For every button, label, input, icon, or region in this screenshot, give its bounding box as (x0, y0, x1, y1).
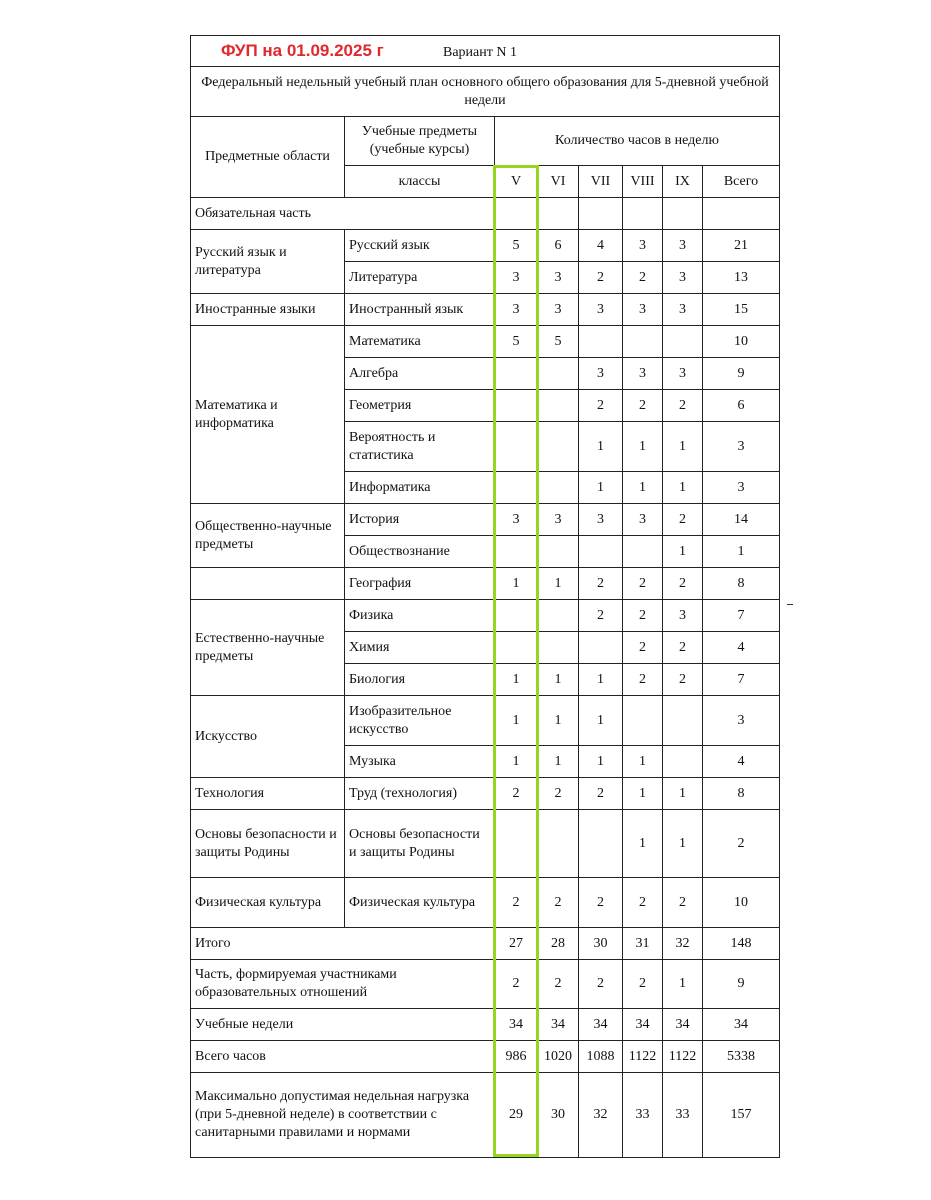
hours-cell: 4 (703, 632, 780, 664)
hours-cell: 2 (663, 390, 703, 422)
grade-header: Всего (703, 166, 780, 198)
hours-cell: 3 (495, 504, 538, 536)
hours-cell (538, 358, 579, 390)
total-label: Всего часов (191, 1041, 495, 1073)
subject-area: Технология (191, 778, 345, 810)
hours-cell: 3 (623, 294, 663, 326)
subject-row (191, 230, 780, 262)
hours-cell: 1 (538, 746, 579, 778)
hours-cell (495, 632, 538, 664)
hours-cell: 1 (579, 422, 623, 472)
subject-name: Химия (345, 632, 495, 664)
subject-area: Искусство (191, 696, 345, 778)
hours-cell: 1 (703, 536, 780, 568)
hours-cell: 3 (538, 262, 579, 294)
hours-cell: 1 (579, 472, 623, 504)
hours-cell (579, 810, 623, 878)
grade-header: IX (663, 166, 703, 198)
hours-cell: 2 (703, 810, 780, 878)
hours-cell (538, 422, 579, 472)
hours-cell (495, 600, 538, 632)
hours-cell (538, 810, 579, 878)
hours-cell: 14 (703, 504, 780, 536)
hours-cell: 1 (538, 664, 579, 696)
subject-name: Труд (технология) (345, 778, 495, 810)
hours-cell: 1 (623, 746, 663, 778)
subject-name: Обществознание (345, 536, 495, 568)
hours-cell: 1 (663, 810, 703, 878)
grade-header: VIII (623, 166, 663, 198)
hours-cell: 1 (623, 422, 663, 472)
hours-cell: 5 (495, 326, 538, 358)
hours-cell (579, 632, 623, 664)
hours-cell: 3 (663, 230, 703, 262)
hours-cell: 3 (623, 358, 663, 390)
total-value: 30 (579, 928, 623, 960)
hours-cell: 3 (538, 294, 579, 326)
total-value: 986 (495, 1041, 538, 1073)
hours-cell: 2 (538, 878, 579, 928)
hours-cell: 2 (495, 778, 538, 810)
hours-cell: 1 (495, 746, 538, 778)
subject-area: Основы безопасности и защиты Родины (191, 810, 345, 878)
subject-area: Русский язык и литература (191, 230, 345, 294)
total-value: 157 (703, 1073, 780, 1158)
hours-cell (495, 422, 538, 472)
hours-cell (538, 600, 579, 632)
hours-cell: 1 (579, 696, 623, 746)
hours-cell (623, 536, 663, 568)
subject-name: Музыка (345, 746, 495, 778)
hours-cell (495, 390, 538, 422)
hours-cell: 21 (703, 230, 780, 262)
hours-cell: 10 (703, 326, 780, 358)
hours-cell: 1 (538, 568, 579, 600)
total-value: 2 (538, 960, 579, 1009)
hours-cell: 3 (703, 472, 780, 504)
hours-cell: 3 (623, 230, 663, 262)
hours-cell: 3 (579, 294, 623, 326)
total-value: 32 (663, 928, 703, 960)
total-label: Учебные недели (191, 1009, 495, 1041)
hours-cell (579, 326, 623, 358)
total-value: 27 (495, 928, 538, 960)
subject-name: История (345, 504, 495, 536)
subject-name: Биология (345, 664, 495, 696)
total-value: 28 (538, 928, 579, 960)
hours-cell: 15 (703, 294, 780, 326)
header-areas: Предметные области (191, 117, 345, 198)
hours-cell: 3 (538, 504, 579, 536)
header-hours: Количество часов в неделю (495, 117, 780, 166)
subject-area: Общественно-научные предметы (191, 504, 345, 568)
hours-cell (538, 536, 579, 568)
total-value: 2 (623, 960, 663, 1009)
total-value: 34 (495, 1009, 538, 1041)
hours-cell: 1 (495, 568, 538, 600)
hours-cell: 3 (663, 600, 703, 632)
subject-row (191, 878, 780, 928)
total-value: 34 (663, 1009, 703, 1041)
subject-area: Иностранные языки (191, 294, 345, 326)
hours-cell: 2 (623, 632, 663, 664)
subject-row (191, 778, 780, 810)
subject-name: Русский язык (345, 230, 495, 262)
total-value: 5338 (703, 1041, 780, 1073)
hours-cell: 3 (579, 504, 623, 536)
hours-cell: 4 (579, 230, 623, 262)
hours-cell: 7 (703, 600, 780, 632)
hours-cell: 3 (495, 294, 538, 326)
total-value: 1122 (663, 1041, 703, 1073)
subject-name: Вероятность и статистика (345, 422, 495, 472)
subject-rows (191, 230, 780, 928)
hours-cell: 2 (663, 632, 703, 664)
total-value: 33 (623, 1073, 663, 1158)
hours-cell: 2 (538, 778, 579, 810)
hours-cell: 2 (663, 568, 703, 600)
margin-mark (787, 604, 793, 605)
total-value: 34 (623, 1009, 663, 1041)
hours-cell (495, 358, 538, 390)
plan-title: Федеральный недельный учебный план основного общего образования для 5-дневной учебной недели (191, 67, 780, 117)
subject-name: Иностранный язык (345, 294, 495, 326)
hours-cell: 13 (703, 262, 780, 294)
hours-cell: 1 (663, 472, 703, 504)
hours-cell: 10 (703, 878, 780, 928)
hours-cell (579, 536, 623, 568)
total-row (191, 928, 780, 960)
total-value: 1020 (538, 1041, 579, 1073)
hours-cell: 3 (703, 696, 780, 746)
hours-cell: 2 (579, 262, 623, 294)
subject-name: Физическая культура (345, 878, 495, 928)
curriculum-table (190, 35, 780, 1158)
hours-cell: 9 (703, 358, 780, 390)
hours-cell: 5 (538, 326, 579, 358)
subject-name: Математика (345, 326, 495, 358)
hours-cell: 2 (623, 262, 663, 294)
subject-name: Алгебра (345, 358, 495, 390)
hours-cell: 2 (623, 390, 663, 422)
total-label: Часть, формируемая участниками образовательных отношений (191, 960, 495, 1009)
total-value: 31 (623, 928, 663, 960)
grade-header: VI (538, 166, 579, 198)
grade-header: V (495, 166, 538, 198)
subject-row (191, 326, 780, 358)
total-label: Итого (191, 928, 495, 960)
subject-name: Основы безопасности и защиты Родины (345, 810, 495, 878)
hours-cell: 1 (623, 472, 663, 504)
hours-cell: 2 (663, 504, 703, 536)
subject-row (191, 294, 780, 326)
hours-cell (663, 696, 703, 746)
hours-cell: 8 (703, 778, 780, 810)
hours-cell (538, 390, 579, 422)
hours-cell: 8 (703, 568, 780, 600)
hours-cell: 1 (538, 696, 579, 746)
hours-cell: 6 (703, 390, 780, 422)
total-value: 32 (579, 1073, 623, 1158)
subject-area (191, 568, 345, 600)
mandatory-part: Обязательная часть (191, 198, 495, 230)
hours-cell: 2 (579, 878, 623, 928)
subject-name: Физика (345, 600, 495, 632)
subject-row (191, 504, 780, 536)
hours-cell: 2 (623, 664, 663, 696)
hours-cell (538, 632, 579, 664)
grade-header: VII (579, 166, 623, 198)
hours-cell (495, 810, 538, 878)
hours-cell: 1 (663, 536, 703, 568)
document-page (190, 35, 779, 1158)
hours-cell: 2 (623, 600, 663, 632)
subject-row (191, 810, 780, 878)
hours-cell: 3 (663, 262, 703, 294)
hours-cell: 3 (579, 358, 623, 390)
total-value: 34 (703, 1009, 780, 1041)
hours-cell: 1 (495, 664, 538, 696)
hours-cell (663, 326, 703, 358)
hours-cell: 1 (579, 746, 623, 778)
hours-cell: 1 (495, 696, 538, 746)
total-value: 2 (495, 960, 538, 1009)
hours-cell (623, 326, 663, 358)
header-cell (191, 36, 780, 67)
subject-row (191, 600, 780, 632)
header-subjects: Учебные предметы (учебные курсы) (345, 117, 495, 166)
total-value: 30 (538, 1073, 579, 1158)
hours-cell: 2 (663, 878, 703, 928)
total-value: 2 (579, 960, 623, 1009)
hours-cell: 5 (495, 230, 538, 262)
hours-cell: 6 (538, 230, 579, 262)
subject-name: Геометрия (345, 390, 495, 422)
total-label: Максимально допустимая недельная нагрузка (при 5-дневной неделе) в соответствии с санитарными правилами и нормами (191, 1073, 495, 1158)
total-row (191, 1073, 780, 1158)
total-value: 33 (663, 1073, 703, 1158)
subject-area: Физическая культура (191, 878, 345, 928)
hours-cell (495, 536, 538, 568)
hours-cell: 3 (663, 358, 703, 390)
header-classes: классы (345, 166, 495, 198)
hours-cell: 2 (579, 778, 623, 810)
hours-cell: 4 (703, 746, 780, 778)
total-value: 1122 (623, 1041, 663, 1073)
total-row (191, 960, 780, 1009)
hours-cell: 1 (663, 422, 703, 472)
hours-cell (495, 472, 538, 504)
subject-name: Изобразительное искусство (345, 696, 495, 746)
hours-cell: 3 (623, 504, 663, 536)
hours-cell: 3 (495, 262, 538, 294)
hours-cell: 1 (623, 810, 663, 878)
total-row (191, 1041, 780, 1073)
total-row (191, 1009, 780, 1041)
subject-row (191, 696, 780, 746)
hours-cell (623, 696, 663, 746)
total-value: 34 (579, 1009, 623, 1041)
hours-cell: 2 (495, 878, 538, 928)
hours-cell: 3 (703, 422, 780, 472)
subject-area: Естественно-научные предметы (191, 600, 345, 696)
hours-cell (538, 472, 579, 504)
hours-cell: 1 (579, 664, 623, 696)
hours-cell: 2 (663, 664, 703, 696)
hours-cell: 1 (623, 778, 663, 810)
hours-cell: 2 (579, 568, 623, 600)
total-value: 29 (495, 1073, 538, 1158)
hours-cell: 2 (579, 390, 623, 422)
hours-cell (663, 746, 703, 778)
total-value: 1088 (579, 1041, 623, 1073)
subject-name: География (345, 568, 495, 600)
subject-area: Математика и информатика (191, 326, 345, 504)
fup-label: ФУП на 01.09.2025 г (221, 41, 384, 60)
hours-cell: 7 (703, 664, 780, 696)
hours-cell: 2 (623, 568, 663, 600)
hours-cell: 2 (623, 878, 663, 928)
variant-label: Вариант N 1 (443, 45, 517, 60)
total-rows (191, 928, 780, 1158)
subject-row (191, 568, 780, 600)
total-value: 148 (703, 928, 780, 960)
total-value: 9 (703, 960, 780, 1009)
total-value: 34 (538, 1009, 579, 1041)
hours-cell: 3 (663, 294, 703, 326)
subject-name: Информатика (345, 472, 495, 504)
hours-cell: 1 (663, 778, 703, 810)
total-value: 1 (663, 960, 703, 1009)
hours-cell: 2 (579, 600, 623, 632)
subject-name: Литература (345, 262, 495, 294)
